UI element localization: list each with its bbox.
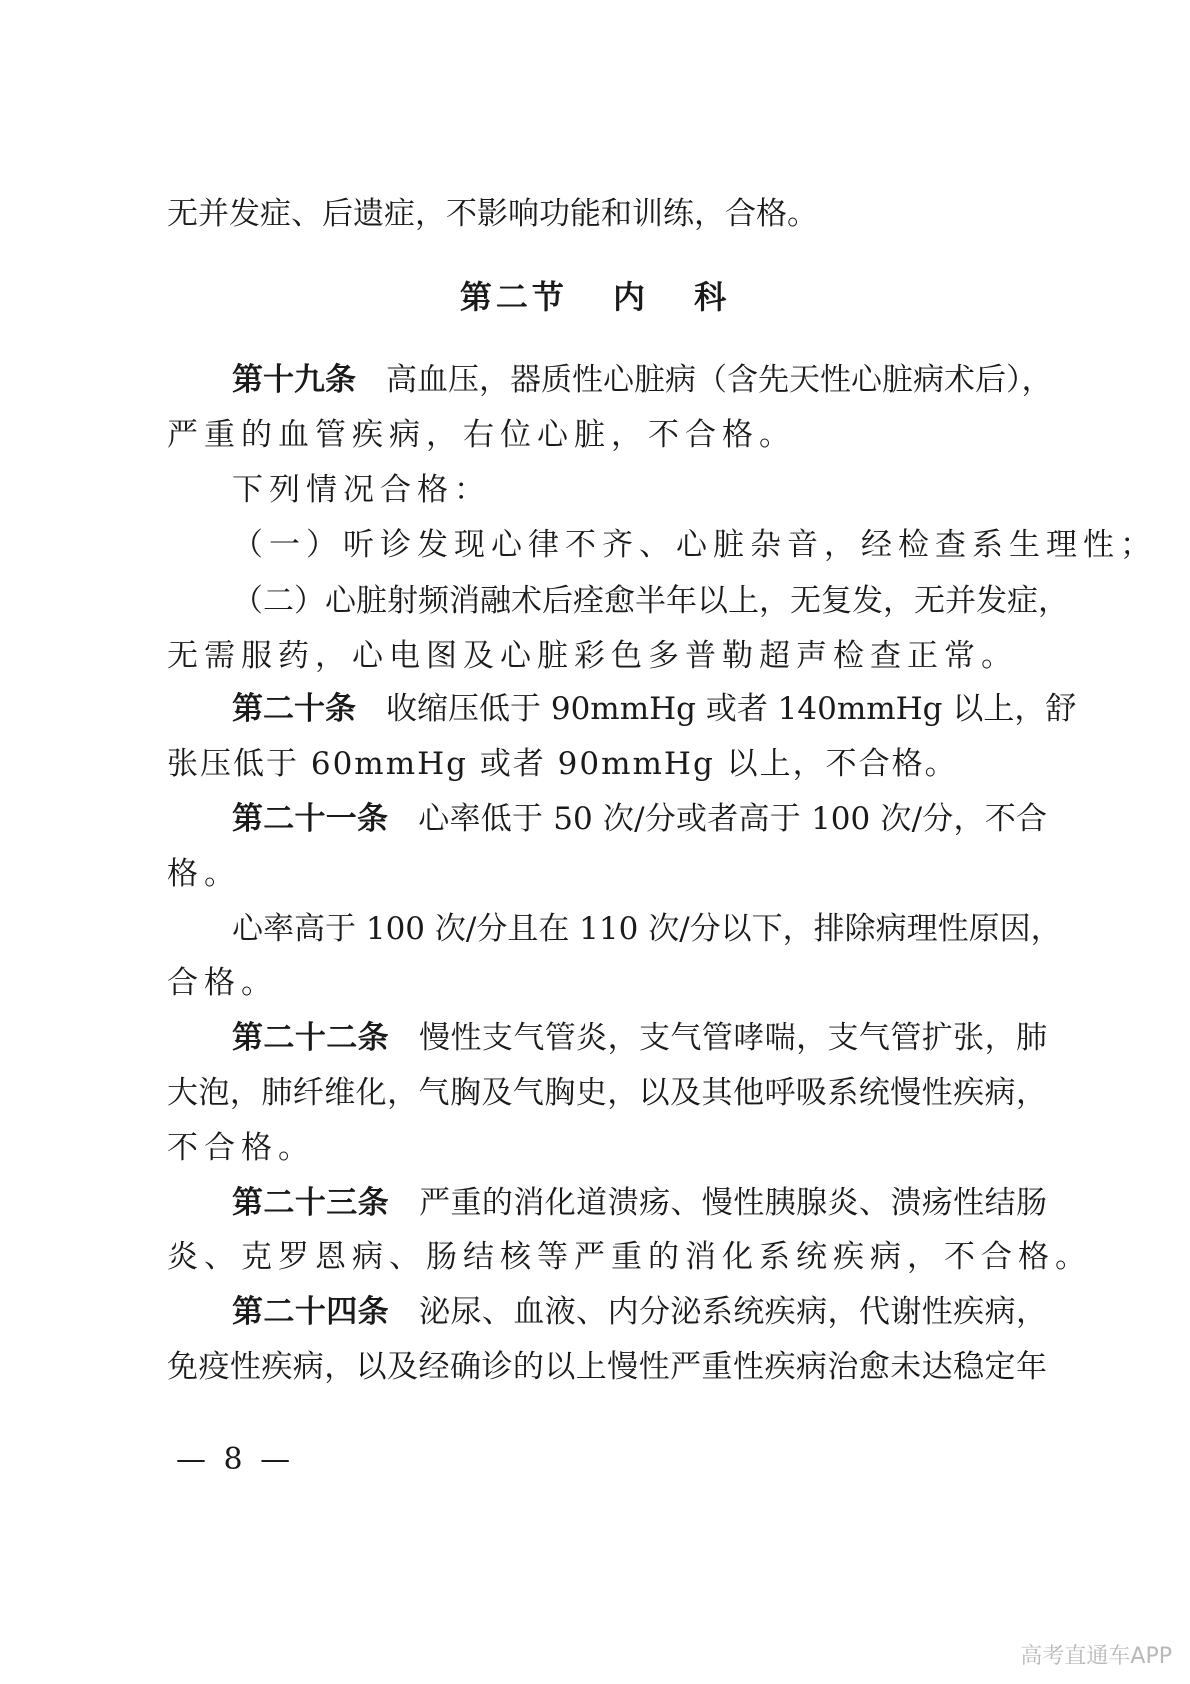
article-21-line-2: 格。	[167, 856, 241, 892]
article-19-line-2: 严重的血管疾病，右位心脏，不合格。	[167, 417, 796, 453]
article-22-line-3: 不合格。	[167, 1130, 315, 1166]
article-22-line-2: 大泡，肺纤维化，气胸及气胸史，以及其他呼吸系统慢性疾病，	[167, 1075, 1047, 1111]
article-number: 第二十条	[232, 691, 356, 727]
article-24-line-2: 免疫性疾病，以及经确诊的以上慢性严重性疾病治愈未达稳定年	[167, 1349, 1047, 1385]
watermark: 高考直通车APP	[1020, 1644, 1172, 1669]
article-number: 第二十二条	[232, 1020, 390, 1056]
article-text: 慢性支气管炎，支气管哮喘，支气管扩张，肺	[419, 1020, 1048, 1056]
article-number: 第十九条	[232, 362, 356, 398]
article-number: 第二十三条	[232, 1185, 390, 1221]
article-text: 高血压，器质性心脏病（含先天性心脏病术后），	[386, 362, 1053, 398]
article-23-line-1	[232, 1183, 1047, 1223]
article-24-line-1	[232, 1292, 1047, 1332]
text-line: 无并发症、后遗症，不影响功能和训练，合格。	[167, 196, 818, 232]
article-22-line-1	[232, 1018, 1047, 1058]
article-text: 严重的消化道溃疡、慢性胰腺炎、溃疡性结肠	[419, 1185, 1048, 1221]
list-item-1: （一）听诊发现心律不齐、心脏杂音，经检查系生理性；	[232, 527, 1157, 563]
article-19-line-1	[232, 360, 1053, 400]
article-text: 心率低于 50 次/分或者高于 100 次/分，不合	[418, 801, 1048, 837]
paragraph-line-2: 合格。	[167, 965, 278, 1001]
list-item-2-line-2: 无需服药，心电图及心脏彩色多普勒超声检查正常。	[167, 638, 1018, 674]
article-number: 第二十四条	[232, 1294, 390, 1330]
article-23-line-2: 炎、克罗恩病、肠结核等严重的消化系统疾病，不合格。	[167, 1239, 1092, 1275]
list-intro: 下列情况合格：	[232, 472, 491, 508]
section-title: 第二节 内 科	[459, 278, 731, 316]
article-20-line-2: 张压低于 60mmHg 或者 90mmHg 以上，不合格。	[167, 746, 958, 782]
page-number: — 8 —	[176, 1442, 295, 1477]
list-item-2-line-1: （二）心脏射频消融术后痊愈半年以上，无复发，无并发症，	[232, 583, 1069, 619]
article-21-line-1	[232, 799, 1047, 839]
paragraph-line-1: 心率高于 100 次/分且在 110 次/分以下，排除病理性原因，	[232, 911, 1062, 947]
article-20-line-1	[232, 689, 1077, 729]
article-text: 泌尿、血液、内分泌系统疾病，代谢性疾病，	[419, 1294, 1048, 1330]
article-number: 第二十一条	[232, 801, 389, 837]
article-text: 收缩压低于 90mmHg 或者 140mmHg 以上，舒	[386, 691, 1077, 727]
